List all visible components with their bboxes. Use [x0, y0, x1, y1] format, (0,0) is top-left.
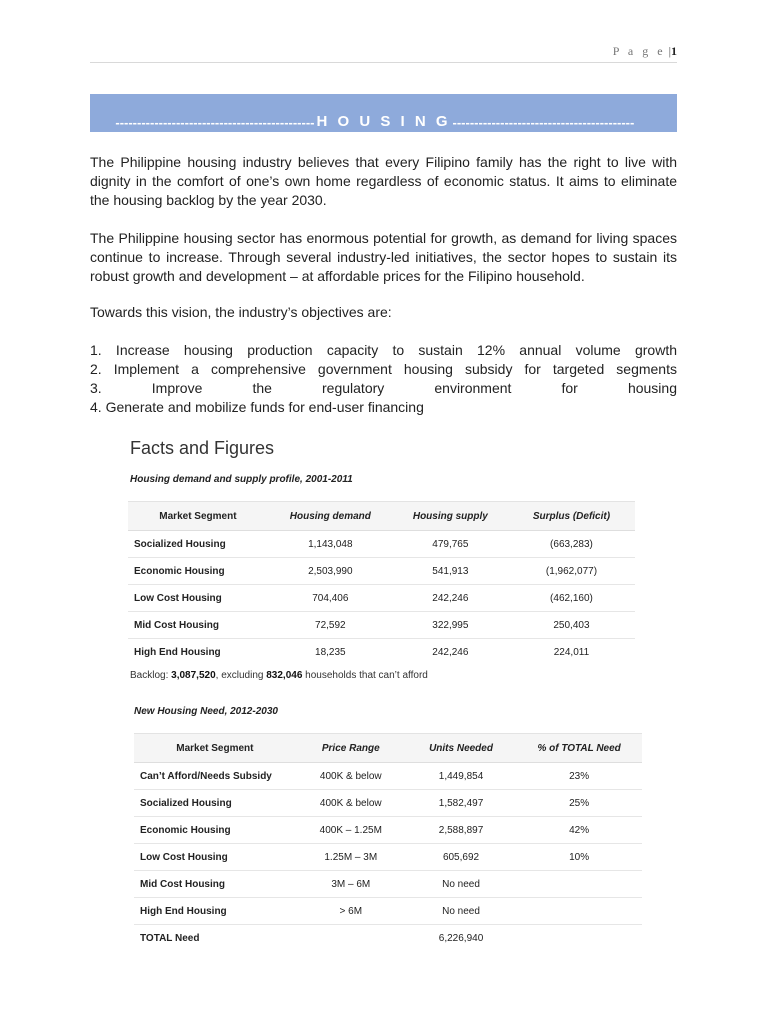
objective-item: 4. Generate and mobilize funds for end-user financing [90, 399, 424, 415]
table-cell: 1,143,048 [268, 531, 393, 558]
table-cell: Low Cost Housing [134, 844, 296, 871]
table-cell: 42% [516, 817, 642, 844]
table-cell: 1,582,497 [406, 790, 516, 817]
table-cell: 25% [516, 790, 642, 817]
table-cell: Socialized Housing [128, 531, 268, 558]
table-cell: High End Housing [134, 646, 221, 658]
table-row [134, 898, 642, 925]
table-cell: (663,283) [508, 531, 635, 558]
table-cell [516, 898, 642, 925]
table-cell: No need [406, 871, 516, 898]
table-header-row [128, 502, 635, 531]
table-cell: 10% [516, 844, 642, 871]
table-cell: Economic Housing [134, 817, 296, 844]
table-cell: High End Housing [134, 898, 296, 925]
table-cell: (462,160) [508, 585, 635, 612]
table-cell: 704,406 [268, 585, 393, 612]
page-number: 1 [671, 44, 677, 58]
table-row [128, 612, 635, 639]
banner-dashes-left: ---------------------------------------------- [115, 115, 315, 130]
table-row [128, 639, 635, 666]
section-title: H O U S I N G [316, 113, 451, 130]
table-cell: Mid Cost Housing [128, 612, 268, 639]
table-cell [516, 871, 642, 898]
growth-paragraph: The Philippine housing sector has enormous potential for growth, as demand for living spaces continue to increase. Through several industry-led initiatives, the sector hopes to sustain its robust growth and development – at affordable prices for the Filipino household. [90, 230, 677, 284]
objectives-list [90, 341, 677, 417]
table-header-row [134, 734, 642, 763]
table-cell: 2,588,897 [406, 817, 516, 844]
table-cell: 242,246 [393, 585, 508, 612]
table-row [134, 925, 642, 952]
table-cell: TOTAL Need [140, 932, 200, 944]
facts-title: Facts and Figures [130, 438, 275, 458]
column-header: Price Range [296, 734, 406, 763]
table-cell: 242,246 [432, 646, 469, 658]
backlog-middle: , excluding [215, 670, 267, 681]
table-cell: 224,011 [553, 646, 590, 658]
objective-item: 3. Improve the regulatory environment for housing [90, 380, 677, 396]
table-row [134, 763, 642, 790]
section-banner [90, 94, 677, 132]
table-cell: 479,765 [393, 531, 508, 558]
table2-caption: New Housing Need, 2012-2030 [134, 706, 278, 717]
table-cell: 23% [516, 763, 642, 790]
table-cell: 605,692 [406, 844, 516, 871]
table-cell: 18,235 [315, 646, 346, 658]
column-header: Market Segment [128, 502, 268, 531]
vision-paragraph: Towards this vision, the industry’s objectives are: [90, 304, 392, 320]
table-cell: 322,995 [393, 612, 508, 639]
table-cell: 400K & below [296, 763, 406, 790]
table-row [128, 585, 635, 612]
table-row [134, 844, 642, 871]
table1-caption: Housing demand and supply profile, 2001-2011 [130, 474, 353, 485]
table-cell: Economic Housing [128, 558, 268, 585]
backlog-note [130, 670, 428, 681]
column-header: Housing demand [268, 502, 393, 531]
page-header [90, 44, 677, 63]
table-cell: 250,403 [508, 612, 635, 639]
page-separator: | [668, 44, 671, 58]
table-cell: 72,592 [268, 612, 393, 639]
table-cell: 1.25M – 3M [296, 844, 406, 871]
table-cell: Low Cost Housing [128, 585, 268, 612]
page-label: P a g e [612, 44, 666, 58]
housing-need-table [134, 733, 642, 951]
table-cell: 400K – 1.25M [296, 817, 406, 844]
intro-paragraph: The Philippine housing industry believes that every Filipino family has the right to live with dignity in the comfort of one’s own home regardless of economic status. It aims to eliminate the housing backlog by the year 2030. [90, 154, 677, 208]
table-cell: 2,503,990 [268, 558, 393, 585]
objective-item: 2. Implement a comprehensive government housing subsidy for targeted segments [90, 361, 677, 377]
table-cell: 541,913 [393, 558, 508, 585]
banner-dashes-right: ------------------------------------------ [452, 115, 635, 130]
column-header: Units Needed [406, 734, 516, 763]
column-header: % of TOTAL Need [516, 734, 642, 763]
table-row [134, 871, 642, 898]
table-cell: No need [406, 898, 516, 925]
table-cell: 6,226,940 [438, 932, 484, 944]
table-cell: 1,449,854 [406, 763, 516, 790]
backlog-value: 3,087,520 [171, 670, 216, 681]
table-cell: Socialized Housing [134, 790, 296, 817]
column-header: Surplus (Deficit) [508, 502, 635, 531]
table-row [134, 790, 642, 817]
table-cell: > 6M [296, 898, 406, 925]
table-cell [296, 925, 406, 952]
objective-item: 1. Increase housing production capacity to sustain 12% annual volume growth [90, 342, 677, 358]
table-row [128, 558, 635, 585]
backlog-prefix: Backlog: [130, 670, 172, 681]
table-row [128, 531, 635, 558]
table-cell: Can’t Afford/Needs Subsidy [134, 763, 296, 790]
table-cell: Mid Cost Housing [134, 871, 296, 898]
table-cell: 400K & below [296, 790, 406, 817]
table-row [134, 817, 642, 844]
table-cell [516, 925, 642, 952]
demand-supply-table [128, 501, 635, 665]
table-cell: (1,962,077) [508, 558, 635, 585]
backlog-suffix: households that can’t afford [302, 670, 428, 681]
backlog-excluded: 832,046 [266, 670, 303, 681]
table-cell: 3M – 6M [296, 871, 406, 898]
column-header: Market Segment [134, 734, 296, 763]
column-header: Housing supply [393, 502, 508, 531]
